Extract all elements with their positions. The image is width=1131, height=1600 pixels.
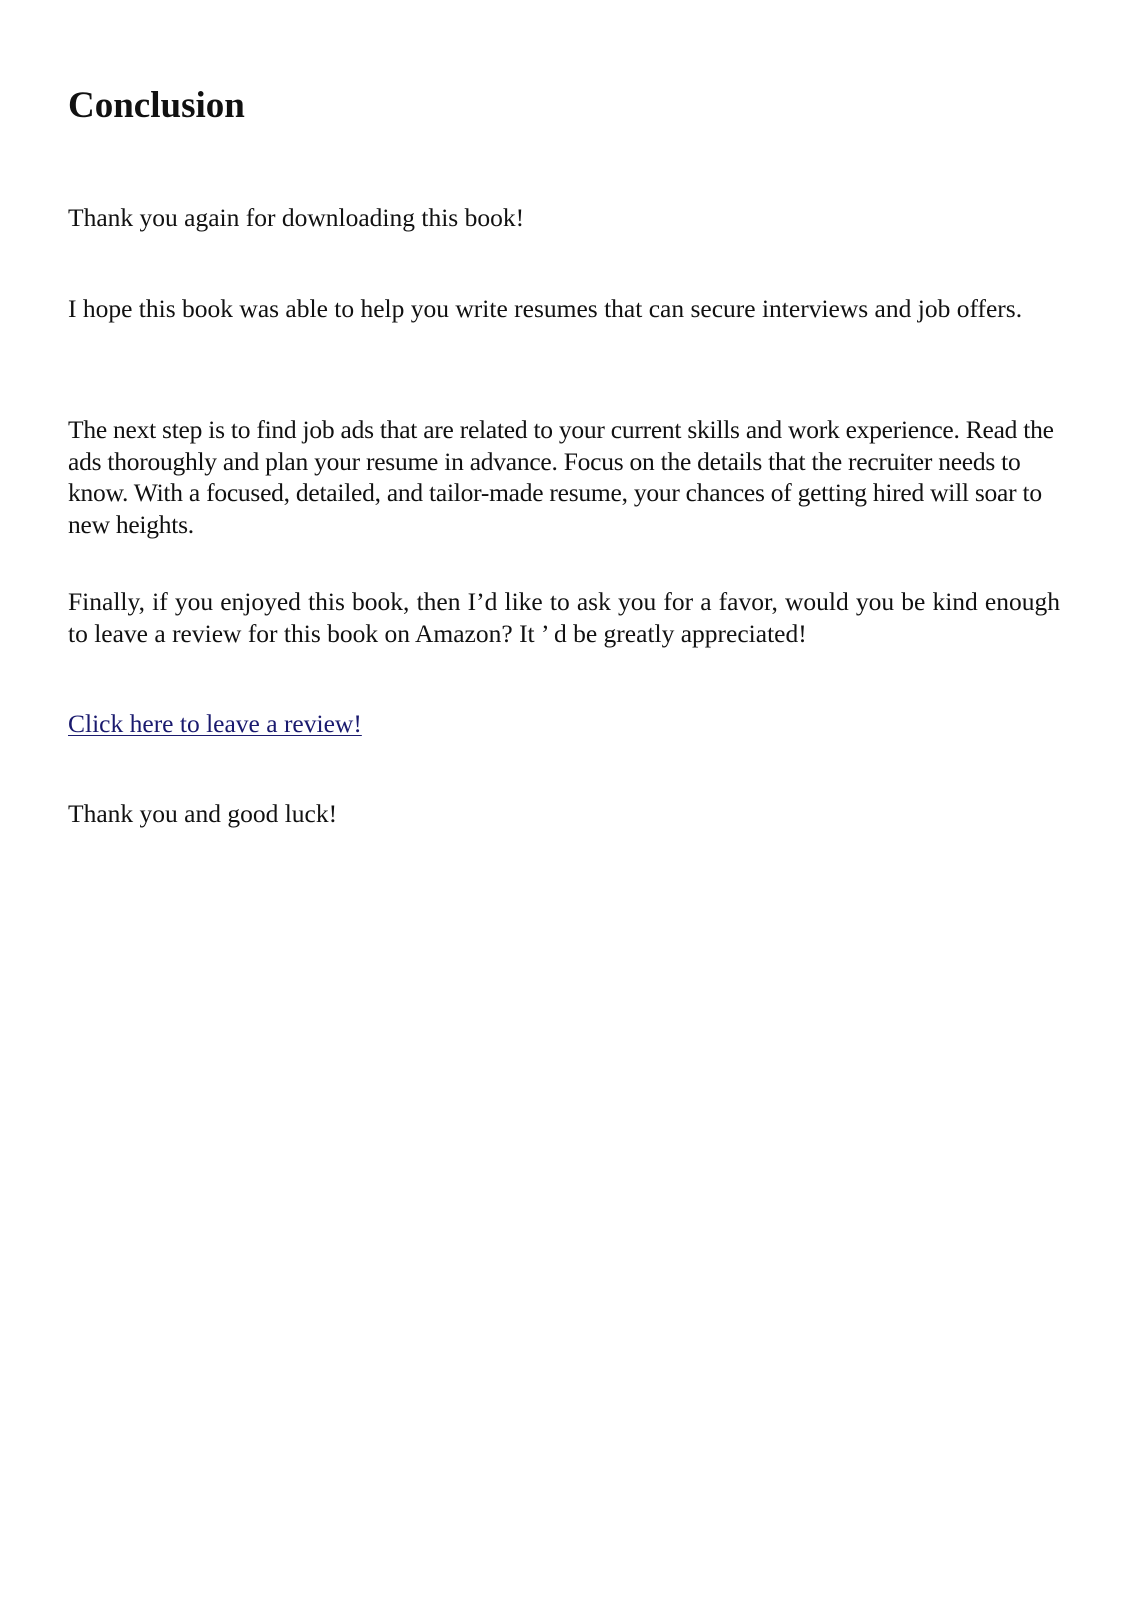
paragraph-closing: Thank you and good luck!	[68, 799, 338, 828]
paragraph-next-step: The next step is to find job ads that are related to your current skills and work experience. Read the ads thoroughly and plan your resume in advance. Focus on the details that the recruiter needs to know. With a focused, detailed, and tailor-made resume, your chances of getting hired will soar to new heights.	[68, 415, 1054, 539]
review-link-container	[68, 708, 1060, 740]
paragraph-thanks: Thank you again for downloading this book!	[68, 203, 525, 232]
leave-review-link[interactable]: Click here to leave a review!	[68, 709, 362, 738]
paragraph-hope: I hope this book was able to help you write resumes that can secure interviews and job offers.	[68, 294, 1023, 323]
paragraph-review-request: Finally, if you enjoyed this book, then I’d like to ask you for a favor, would you be kind enough to leave a review for this book on Amazon? It ’ d be greatly appreciated!	[68, 587, 1060, 648]
page-title: Conclusion	[68, 85, 245, 126]
